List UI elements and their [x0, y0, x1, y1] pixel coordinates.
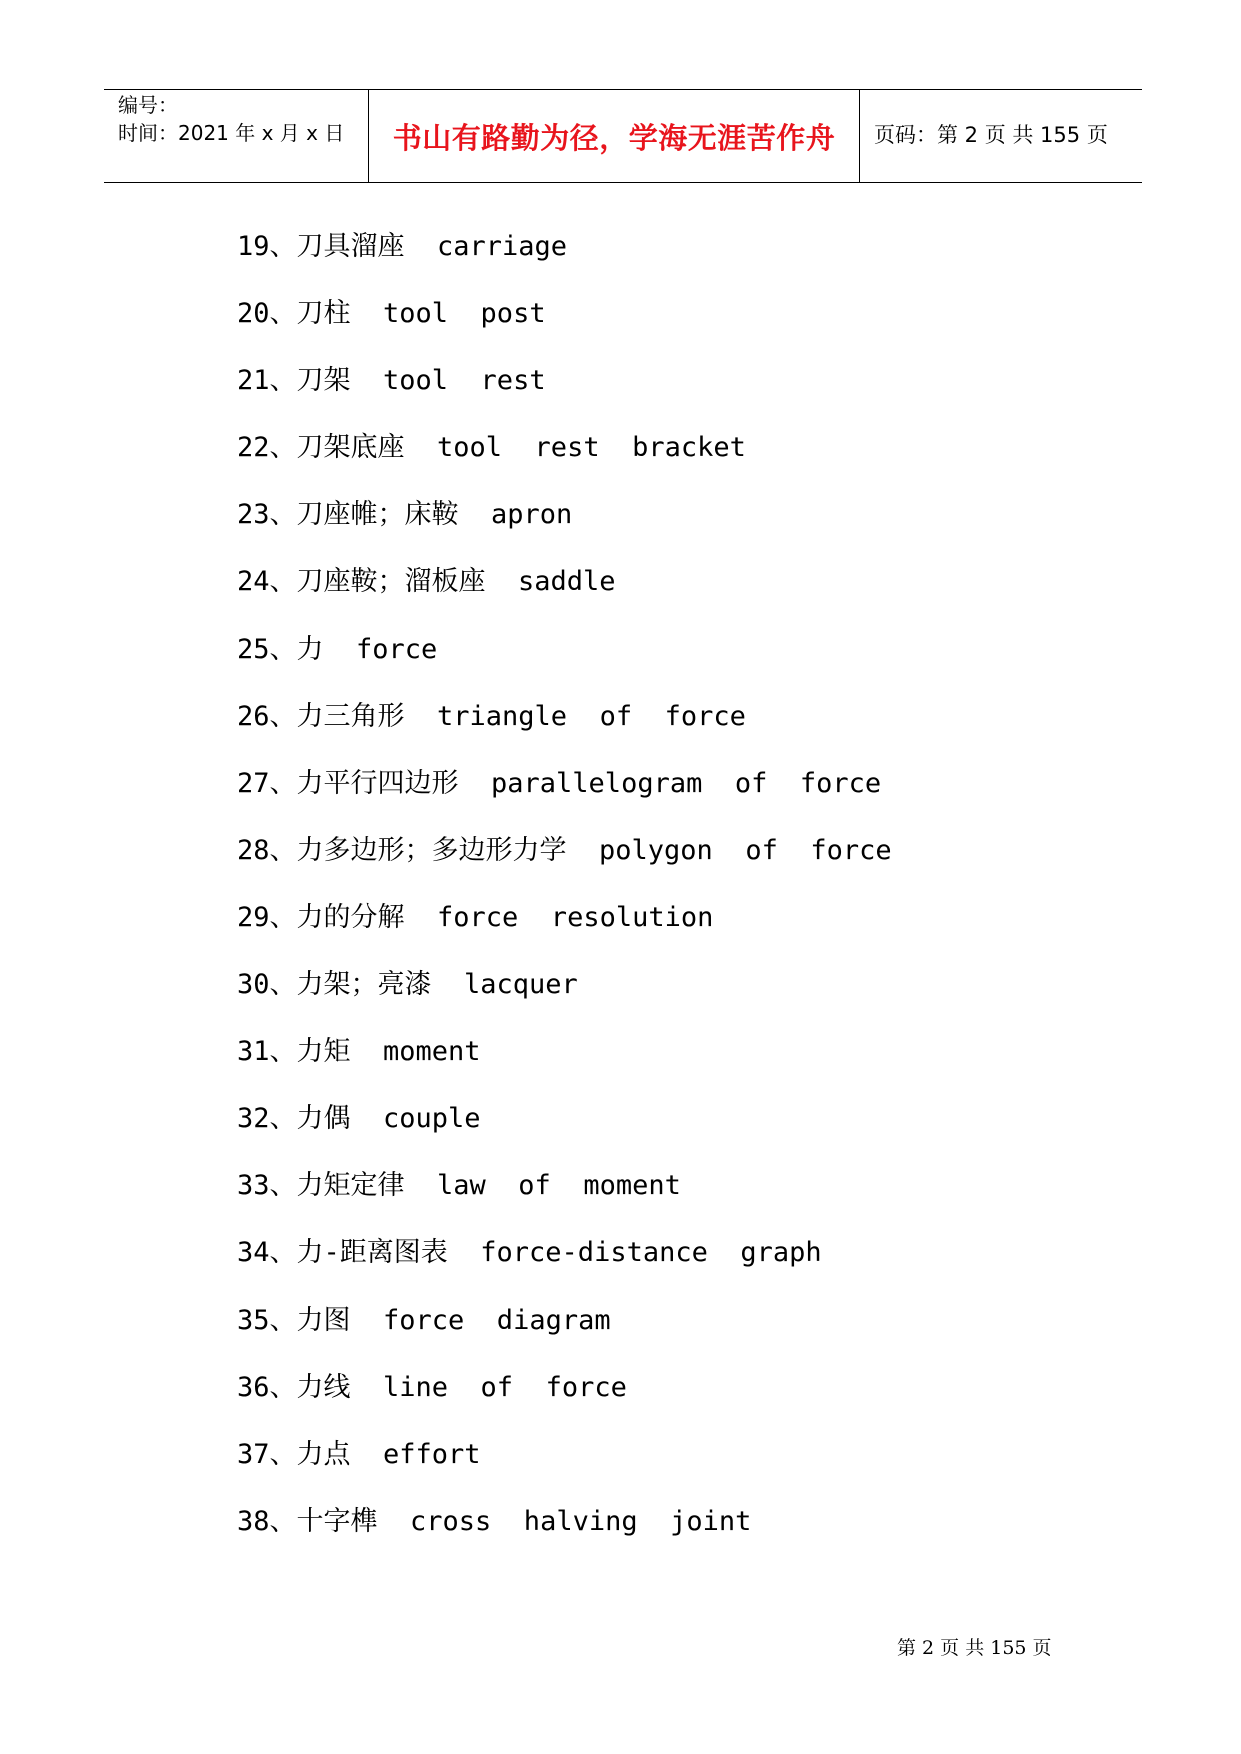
header-page-cell: [860, 90, 1142, 182]
term-item: 29、力的分解 force resolution: [237, 901, 714, 933]
term-item: 38、十字榫 cross halving joint: [237, 1505, 752, 1537]
term-item: 21、刀架 tool rest: [237, 365, 546, 397]
term-item: 19、刀具溜座 carriage: [237, 231, 568, 262]
term-item: 25、力 force: [237, 633, 438, 665]
term-item: 32、力偶 couple: [237, 1103, 481, 1135]
term-item: 27、力平行四边形 parallelogram of force: [237, 767, 882, 799]
header-motto-cell: [369, 90, 860, 182]
document-time-label: 时间：2021 年 x 月 x 日: [118, 121, 345, 145]
term-item: 35、力图 force diagram: [237, 1304, 611, 1336]
term-item: 37、力点 effort: [237, 1438, 481, 1470]
term-item: 23、刀座帷；床鞍 apron: [237, 499, 573, 531]
term-item: 34、力-距离图表 force-distance graph: [237, 1237, 822, 1269]
term-list: [237, 226, 892, 1568]
page-footer: 第 2 页 共 155 页: [897, 1637, 1052, 1659]
term-item: 33、力矩定律 law of moment: [237, 1170, 681, 1202]
header-info-cell: [104, 90, 369, 182]
header-motto: 书山有路勤为径，学海无涯苦作舟: [392, 121, 836, 155]
term-item: 31、力矩 moment: [237, 1036, 481, 1068]
term-item: 30、力架；亮漆 lacquer: [237, 969, 578, 1001]
header-table: [104, 89, 1142, 183]
term-item: 24、刀座鞍；溜板座 saddle: [237, 566, 616, 598]
term-item: 28、力多边形；多边形力学 polygon of force: [237, 834, 892, 866]
term-item: 36、力线 line of force: [237, 1371, 627, 1403]
term-item: 20、刀柱 tool post: [237, 298, 546, 330]
term-item: 22、刀架底座 tool rest bracket: [237, 432, 746, 464]
document-code-label: 编号：: [118, 93, 178, 117]
term-item: 26、力三角形 triangle of force: [237, 700, 746, 732]
header-page-code: 页码：第 2 页 共 155 页: [874, 123, 1108, 147]
